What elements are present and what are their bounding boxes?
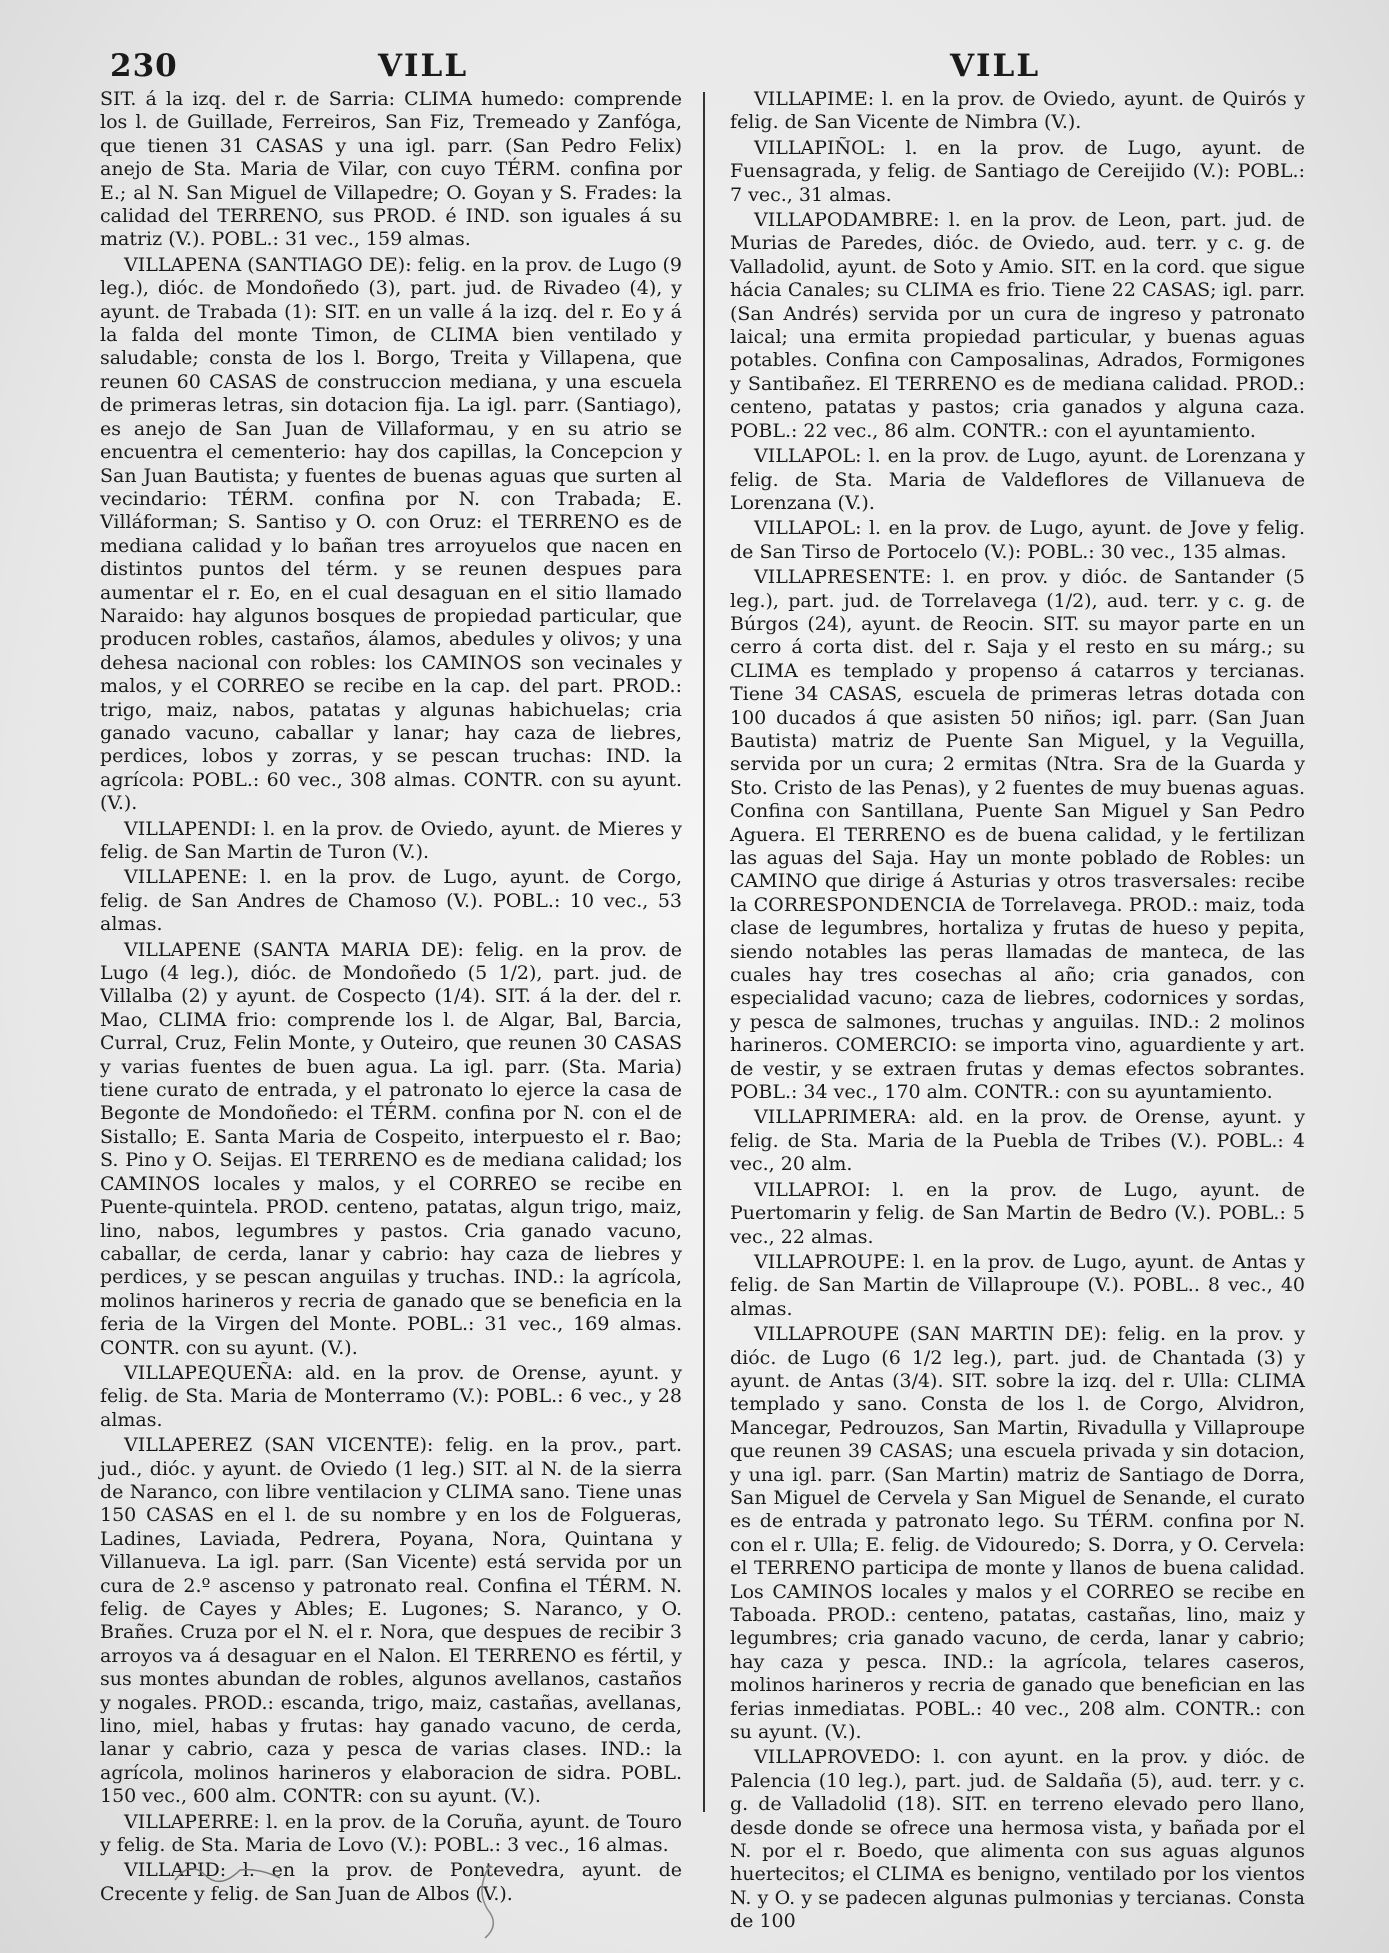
entry-villaprovedo: VILLAPROVEDO: l. con ayunt. en la prov. y dióc. de Palencia (10 leg.), part. jud. de Saldaña (5), aud. terr. y c. g. de Valladolid (18). SIT. en terreno elevado pero llano, desde donde se ofrece una hermosa vista, y bañada por el N. por el r. Boedo, que alimenta con sus aguas algunos huertecitos; el CLIMA es benigno, ventilado por los vientos N. y O. y se padecen algunas pulmonias y tercianas. Consta de 100 bbox=[730, 1746, 1305, 1933]
pen-mark-curve bbox=[470, 1860, 510, 1940]
page-number: 230 bbox=[110, 48, 178, 84]
pen-mark-scribble bbox=[170, 1840, 330, 1890]
entry-villapol-jove: VILLAPOL: l. en la prov. de Lugo, ayunt. de Jove y felig. de San Tirso de Portocelo (V.): POBL.: 30 vec., 135 almas. bbox=[730, 517, 1305, 563]
entry-villapresente: VILLAPRESENTE: l. en prov. y dióc. de Santander (5 leg.), part. jud. de Torrelavega (1/2), aud. terr. y c. g. de Búrgos (24), ayunt. de Reocin. SIT. su mayor parte en un cerro á corta dist. del r. Saja y el resto en su márg.; su CLIMA es templado y propenso á catarros y tercianas. Tiene 34 CASAS, escuela de primeras letras dotada con 100 ducados á que asisten 50 niños; igl. parr. (San Juan Bautista) matriz de Puente San Miguel, y la Veguilla, servida por un cura; 2 ermitas (Ntra. Sra de la Guarda y Sto. Cristo de las Penas), y 2 fuentes de muy buenas aguas. Confina con Santillana, Puente San Miguel y San Pedro Aguera. El TERRENO es de buena calidad, y le fertilizan las aguas del Saja. Hay un monte poblado de Robles: un CAMINO que dirige á Asturias y otros trasversales: recibe la CORRESPONDENCIA de Torrelavega. PROD.: maiz, toda clase de legumbres, hortaliza y frutas de hueso y pepita, siendo notables las peras llamadas de manteca, de las cuales hay tres cosechas al año; cria ganados, con especialidad vacuno; caza de liebres, codornices y sordas, y pesca de salmones, truchas y anguilas. IND.: 2 molinos harineros. COMERCIO: se importa vino, aguardiente y art. de vestir, y se extraen frutas y demas efectos sobrantes. POBL.: 34 vec., 170 alm. CONTR.: con su ayuntamiento. bbox=[730, 566, 1305, 1104]
entry-villapene: VILLAPENE: l. en la prov. de Lugo, ayunt. de Corgo, felig. de San Andres de Chamoso (V.). POBL.: 10 vec., 53 almas. bbox=[100, 866, 682, 936]
entry-villaprimera: VILLAPRIMERA: ald. en la prov. de Orense, ayunt. y felig. de Sta. Maria de la Puebla de Tribes (V.). POBL.: 4 vec., 20 alm. bbox=[730, 1106, 1305, 1176]
entry-villapequena: VILLAPEQUEÑA: ald. en la prov. de Orense, ayunt. y felig. de Sta. Maria de Monterramo (V.): POBL.: 6 vec., y 28 almas. bbox=[100, 1361, 682, 1431]
entry-villaperez: VILLAPEREZ (SAN VICENTE): felig. en la prov., part. jud., dióc. y ayunt. de Oviedo (1 leg.) SIT. al N. de la sierra de Naranco, con libre ventilacion y CLIMA sano. Tiene unas 150 CASAS en el l. de su nombre y en los de Folgueras, Ladines, Laviada, Pedrera, Poyana, Nora, Quintana y Villanueva. La igl. parr. (San Vicente) está servida por un cura de 2.º ascenso y patronato real. Confina el TÉRM. N. felig. de Cayes y Ables; E. Lugones; S. Naranco, y O. Brañes. Cruza por el N. el r. Nora, que despues de recibir 3 arroyos va á desaguar en el Nalon. El TERRENO es fértil, y sus montes abundan de robles, algunos avellanos, castaños y nogales. PROD.: escanda, trigo, maiz, castañas, avellanas, lino, miel, habas y frutas: hay ganado vacuno, de cerda, lanar y cabrio, caza y pesca de varias clases. IND.: la agrícola, molinos harineros y elaboracion de sidra. POBL. 150 vec., 600 alm. CONTR: con su ayunt. (V.). bbox=[100, 1434, 682, 1808]
entry-villapinol: VILLAPIÑOL: l. en la prov. de Lugo, ayunt. de Fuensagrada, y felig. de Santiago de Cereijido (V.): POBL.: 7 vec., 31 almas. bbox=[730, 136, 1305, 206]
entry-villapena: VILLAPENA (SANTIAGO DE): felig. en la prov. de Lugo (9 leg.), dióc. de Mondoñedo (3), part. jud. de Rivadeo (4), y ayunt. de Trabada (1): SIT. en un valle á la izq. del r. Eo y á la falda del monte Timon, de CLIMA bien ventilado y saludable; consta de los l. Borgo, Treita y Villapena, que reunen 60 CASAS de construccion mediana, y una escuela de primeras letras, sin dotacion fija. La igl. parr. (Santiago), es anejo de San Juan de Villaformau, y en su atrio se encuentra el cementerio: hay dos capillas, la Concepcion y San Juan Bautista; y fuentes de buenas aguas que surten al vecindario: TÉRM. confina por N. con Trabada; E. Villáforman; S. Santiso y O. con Oruz: el TERRENO es de mediana calidad y lo bañan tres arroyuelos que nacen en distintos puntos del térm. y se reunen despues para aumentar el r. Eo, en el cual desaguan en el sitio llamado Naraido: hay algunos bosques de propiedad particular, que producen robles, castaños, álamos, abedules y olivos; y una dehesa nacional con robles: los CAMINOS son vecinales y malos, y el CORREO se recibe en la cap. del part. PROD.: trigo, maiz, nabos, patatas y algunas habichuelas; cria ganado vacuno, caballar y lanar; hay caza de liebres, perdices, lobos y zorras, y se pescan truchas: IND. la agrícola: POBL.: 60 vec., 308 almas. CONTR. con su ayunt. (V.). bbox=[100, 253, 682, 815]
entry-villaproi: VILLAPROI: l. en la prov. de Lugo, ayunt. de Puertomarin y felig. de San Martin de Bedro (V.). POBL.: 5 vec., 22 almas. bbox=[730, 1178, 1305, 1248]
left-column bbox=[100, 88, 682, 1905]
entry-continuation: SIT. á la izq. del r. de Sarria: CLIMA humedo: comprende los l. de Guillade, Ferreiros, San Fiz, Tremeado y Zanfóga, que tienen 31 CASAS y una igl. parr. (San Pedro Felix) anejo de Sta. Maria de Vilar, con cuyo TÉRM. confina por E.; al N. San Miguel de Villapedre; O. Goyan y S. Frades: la calidad del TERRENO, sus PROD. é IND. son iguales á su matriz (V.). POBL.: 31 vec., 159 almas. bbox=[100, 88, 682, 251]
entry-villaproupe: VILLAPROUPE: l. en la prov. de Lugo, ayunt. de Antas y felig. de San Martin de Villaproupe (V.). POBL.. 8 vec., 40 almas. bbox=[730, 1250, 1305, 1320]
left-running-head: VILL bbox=[378, 48, 469, 84]
page-header bbox=[0, 48, 1389, 88]
entry-villapendi: VILLAPENDI: l. en la prov. de Oviedo, ayunt. de Mieres y felig. de San Martin de Turon (V.). bbox=[100, 817, 682, 863]
entry-villapid: VILLAPID: l. en la prov. de Pontevedra, ayunt. de Crecente y felig. de San Juan de Albos (V.). bbox=[100, 1859, 682, 1905]
entry-villaproupe-san-martin: VILLAPROUPE (SAN MARTIN DE): felig. en la prov. y dióc. de Lugo (6 1/2 leg.), part. jud. de Chantada (3) y ayunt. de Antas (3/4). SIT. sobre la izq. del r. Ulla: CLIMA templado y sano. Consta de los l. de Corgo, Alvidron, Mancegar, Pedrouzos, San Martin, Rivadulla y Villaproupe que reunen 39 CASAS; una escuela privada y sin dotacion, y una igl. parr. (San Martin) matriz de Santiago de Dorra, San Miguel de Cervela y San Miguel de Senande, el curato es de entrada y patronato lego. Su TÉRM. confina por N. con el r. Ulla; E. felig. de Vidouredo; S. Dorra, y O. Cervela: el TERRENO participa de monte y llanos de buena calidad. Los CAMINOS locales y malos y el CORREO se recibe en Taboada. PROD.: centeno, patatas, castañas, lino, maiz y legumbres; cria ganado vacuno, de cerda, lanar y cabrio; hay caza y pesca. IND.: la agrícola, telares caseros, molinos harineros y recria de ganado que benefician en las ferias inmediatas. POBL.: 40 vec., 208 alm. CONTR.: con su ayunt. (V.). bbox=[730, 1323, 1305, 1744]
column-divider bbox=[703, 92, 705, 1812]
entry-villapodambre: VILLAPODAMBRE: l. en la prov. de Leon, part. jud. de Murias de Paredes, dióc. de Oviedo, aud. terr. y c. g. de Valladolid, ayunt. de Soto y Amio. SIT. en la cord. que sigue hácia Canales; su CLIMA es frio. Tiene 22 CASAS; igl. parr. (San Andrés) servida por un cura de ingreso y patronato laical; una ermita propiedad particular, y buenas aguas potables. Confina con Camposalinas, Adrados, Formigones y Santibañez. El TERRENO es de mediana calidad. PROD.: centeno, patatas y pastos; cria ganados y alguna caza. POBL.: 22 vec., 86 alm. CONTR.: con el ayuntamiento. bbox=[730, 209, 1305, 442]
right-column bbox=[730, 88, 1305, 1933]
entry-villapime: VILLAPIME: l. en la prov. de Oviedo, ayunt. de Quirós y felig. de San Vicente de Nimbra (V.). bbox=[730, 88, 1305, 134]
entry-villapene-santa-maria: VILLAPENE (SANTA MARIA DE): felig. en la prov. de Lugo (4 leg.), dióc. de Mondoñedo (5 1/2), part. jud. de Villalba (2) y ayunt. de Cospecto (1/4). SIT. á la der. del r. Mao, CLIMA frio: comprende los l. de Algar, Bal, Barcia, Curral, Cruz, Felin Monte, y Outeiro, que reunen 30 CASAS y varias fuentes de buen agua. La igl. parr. (Sta. Maria) tiene curato de entrada, y el patronato lo ejerce la casa de Begonte de Mondoñedo: el TÉRM. confina por N. con el de Sistallo; E. Santa Maria de Cospeito, interpuesto el r. Bao; S. Pino y O. Seijas. El TERRENO es de mediana calidad; los CAMINOS locales y malos, y el CORREO se recibe en Puente-quintela. PROD. centeno, patatas, algun trigo, maiz, lino, nabos, legumbres y pastos. Cria ganado vacuno, caballar, de cerda, lanar y cabrio: hay caza de liebres y perdices, y se pescan anguilas y truchas. IND.: la agrícola, molinos harineros y recria de ganado que se beneficia en la feria de la Virgen del Monte. POBL.: 31 vec., 169 almas. CONTR. con su ayunt. (V.). bbox=[100, 938, 682, 1359]
entry-villapol-lorenzana: VILLAPOL: l. en la prov. de Lugo, ayunt. de Lorenzana y felig. de Sta. Maria de Valdeflores de Villanueva de Lorenzana (V.). bbox=[730, 445, 1305, 514]
right-running-head: VILL bbox=[950, 48, 1041, 84]
entry-villaperre: VILLAPERRE: l. en la prov. de la Coruña, ayunt. de Touro y felig. de Sta. Maria de Lovo (V.): POBL.: 3 vec., 16 almas. bbox=[100, 1810, 682, 1857]
